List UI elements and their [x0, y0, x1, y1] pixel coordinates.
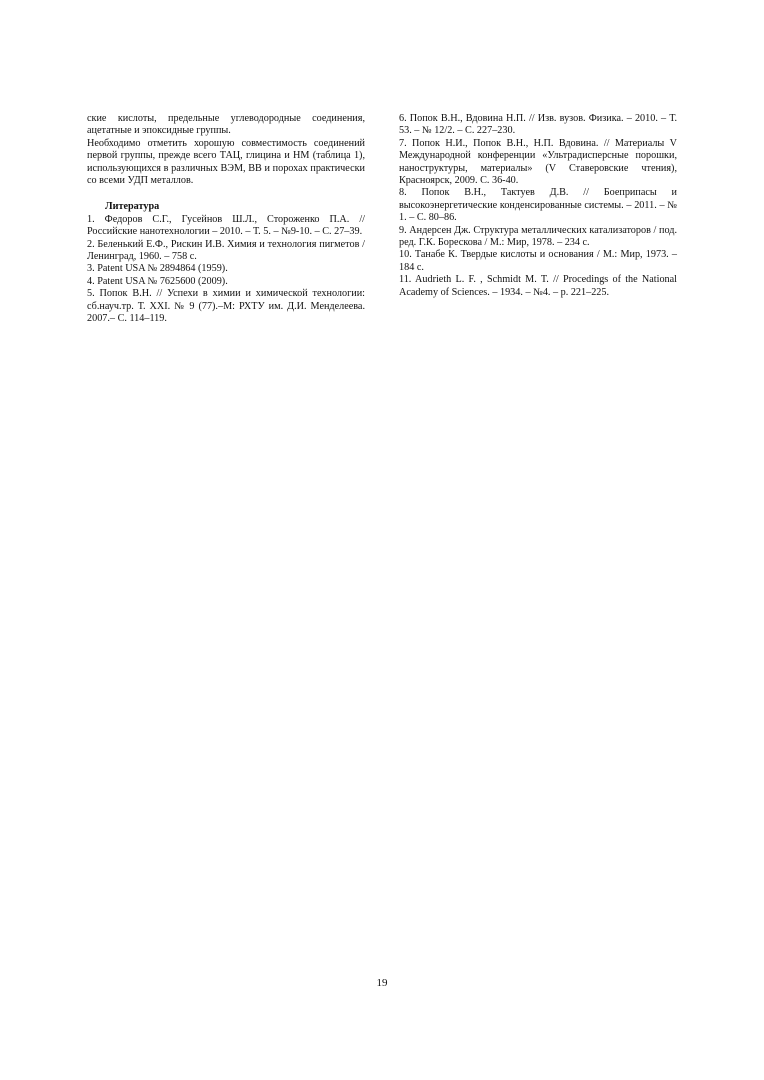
reference-item: 3. Patent USA № 2894864 (1959).	[87, 263, 228, 275]
reference-item: 9. Андерсен Дж. Структура металлических катализаторов / под. ред. Г.К. Борескова / М.: Мир, 1978. – 234 с.	[399, 224, 677, 249]
body-paragraph: ские кислоты, предельные углеводородные соединения, ацетатные и эпоксидные группы.	[87, 113, 365, 137]
body-paragraph: Необходимо отметить хорошую совместимость соединений первой группы, прежде всего ТАЦ, глицина и НМ (таблица 1), использующихся в различных ВЭМ, ВВ и порохах практически со всеми УДП металлов.	[87, 137, 365, 187]
page-number: 19	[376, 977, 388, 989]
reference-item: 2. Беленький Е.Ф., Рискин И.В. Химия и технология пигметов / Ленинград, 1960. – 758 с.	[87, 238, 365, 263]
reference-item: 1. Федоров С.Г., Гусейнов Ш.Л., Стороженко П.А. // Российские нанотехнологии – 2010. – Т. 5. – №9-10. – С. 27–39.	[87, 213, 365, 238]
reference-item: 4. Patent USA № 7625600 (2009).	[87, 275, 228, 287]
reference-item: 7. Попок Н.И., Попок В.Н., Н.П. Вдовина. // Материалы V Международной конференции «Ультрадисперсные порошки, наноструктуры, материалы» (V Ставеровские чтения), Красноярск, 2009. С. 36-40.	[399, 137, 677, 187]
reference-item: 11. Audrieth L. F. , Schmidt M. T. // Procedings of the National Academy of Sciences. – 1934. – №4. – p. 221–225.	[399, 274, 677, 298]
reference-item: 10. Танабе К. Твердые кислоты и основания / М.: Мир, 1973. – 184 с.	[399, 249, 677, 273]
left-column	[87, 113, 365, 326]
right-column	[399, 113, 677, 299]
references-heading: Литература	[105, 201, 160, 213]
reference-item: 8. Попок В.Н., Тактуев Д.В. // Боеприпасы и высокоэнергетические конденсированные системы. – 2011. – № 1. – С. 80–86.	[399, 187, 677, 224]
reference-item: 5. Попок В.Н. // Успехи в химии и химической технологии: сб.науч.тр. Т. XXI. № 9 (77).–М: РХТУ им. Д.И. Менделеева. 2007.– С. 114–119.	[87, 288, 365, 325]
reference-item: 6. Попок В.Н., Вдовина Н.П. // Изв. вузов. Физика. – 2010. – Т. 53. – № 12/2. – С. 227–230.	[399, 113, 677, 137]
